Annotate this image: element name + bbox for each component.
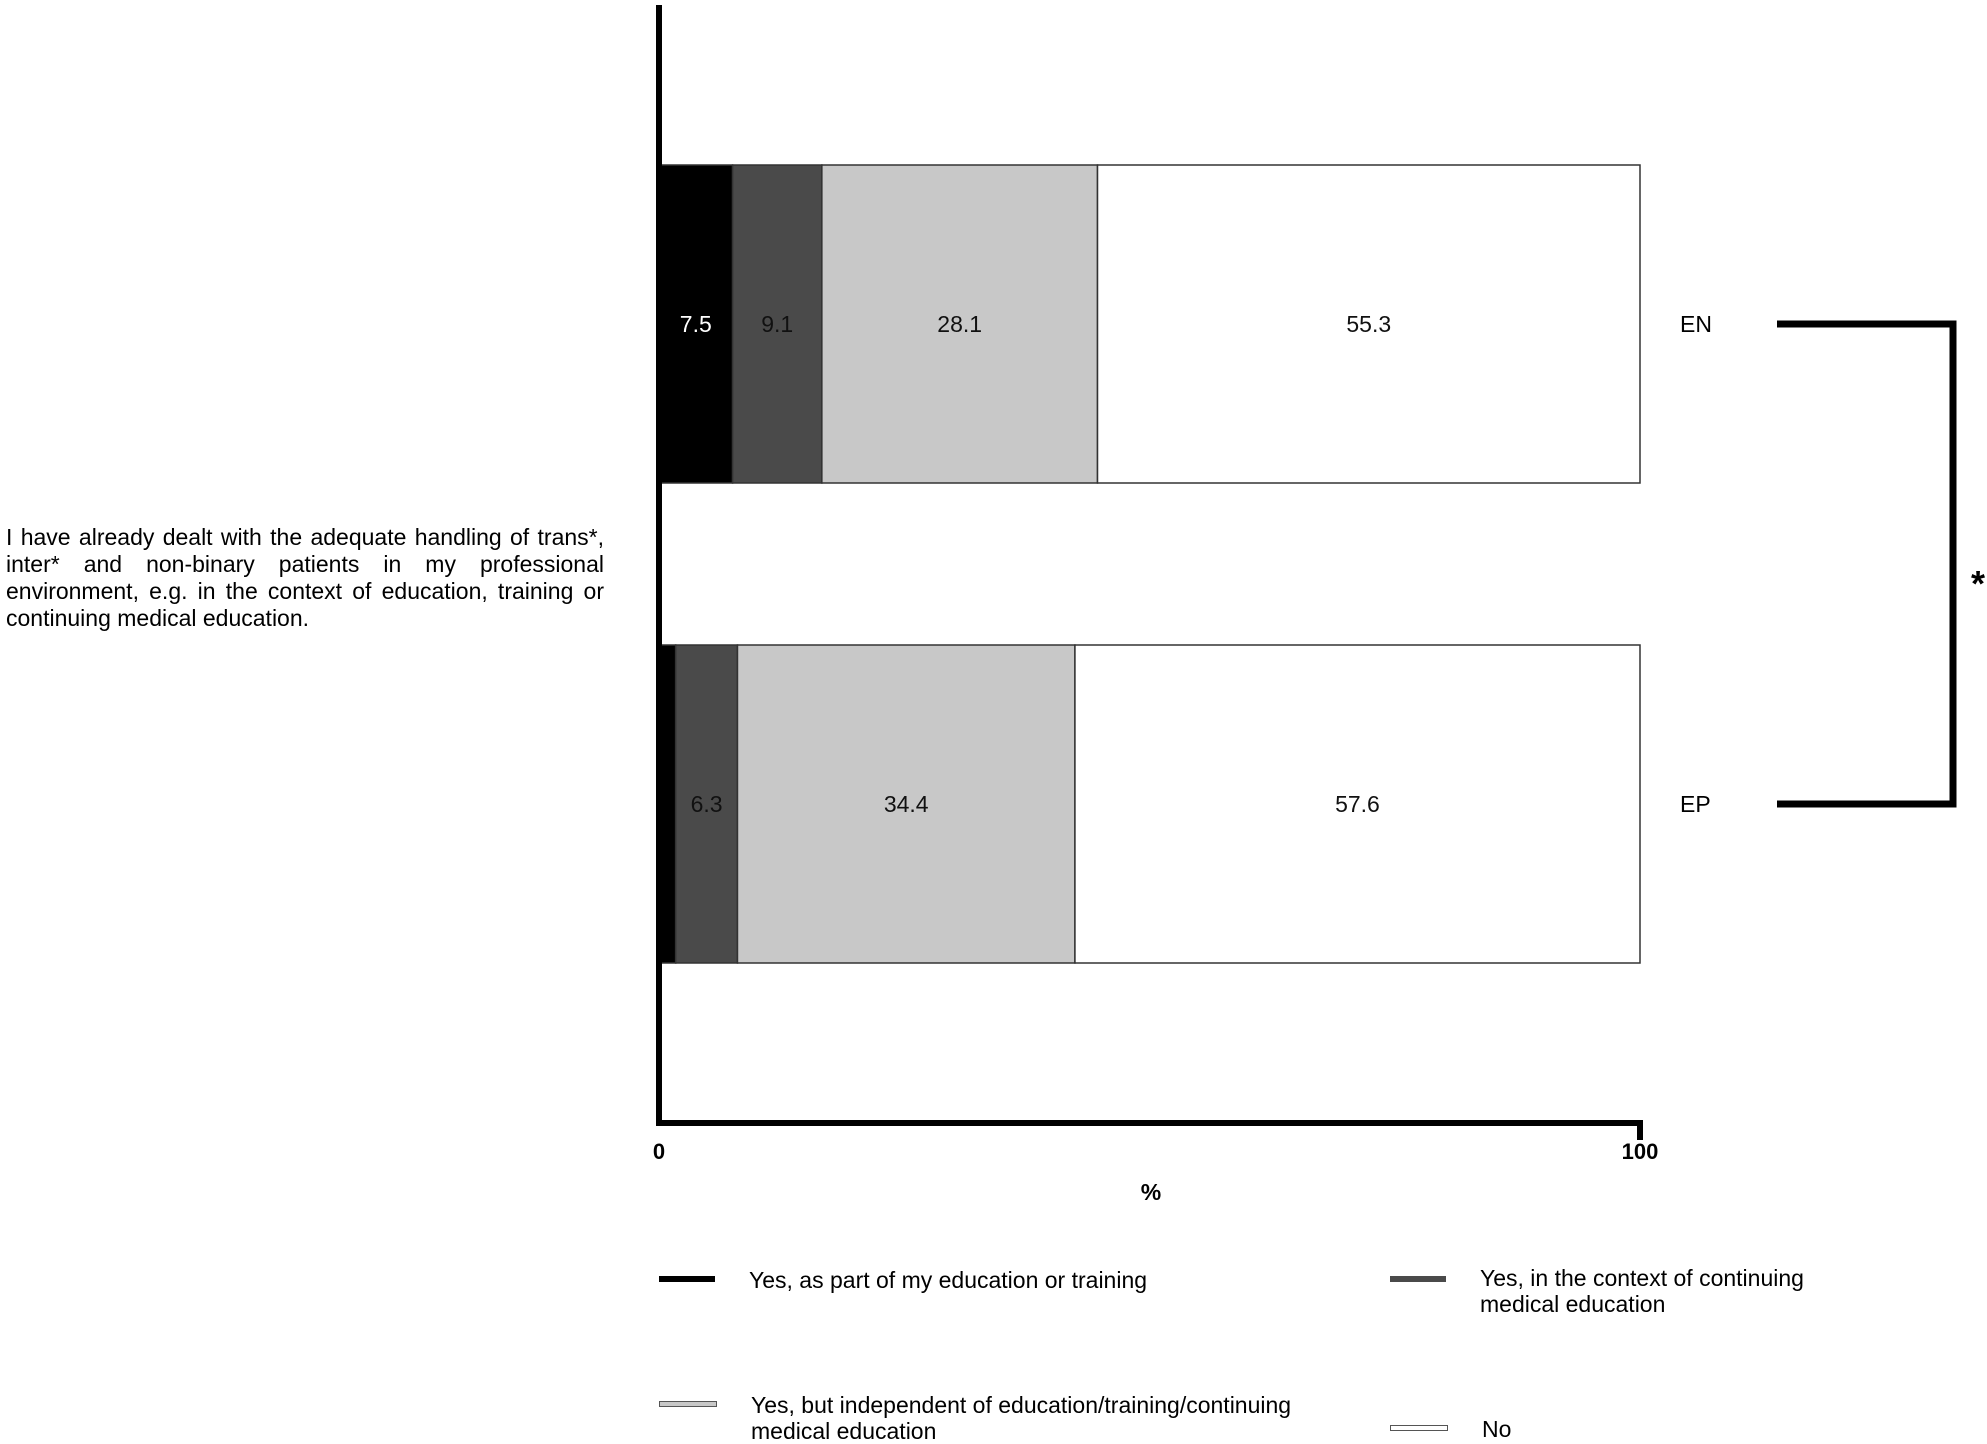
data-label-en-0: 7.5 bbox=[679, 311, 712, 337]
data-label-en-2: 28.1 bbox=[937, 311, 983, 337]
x-axis-label: % bbox=[1140, 1179, 1162, 1205]
legend-swatch-no bbox=[1390, 1425, 1448, 1431]
legend-item-continuing-education bbox=[1390, 1265, 1820, 1317]
data-label-ep-2: 34.4 bbox=[883, 791, 929, 817]
category-label-en: EN bbox=[1680, 311, 1712, 337]
legend-item-independent bbox=[659, 1392, 1331, 1444]
data-label-ep-1: 6.3 bbox=[690, 791, 723, 817]
legend-swatch-continuing-education bbox=[1390, 1276, 1446, 1282]
legend-label-education: Yes, as part of my education or training bbox=[749, 1267, 1148, 1293]
category-label-ep: EP bbox=[1680, 791, 1711, 817]
x-tick-label-0: 0 bbox=[652, 1139, 666, 1164]
legend-swatch-education bbox=[659, 1276, 715, 1282]
legend-item-education bbox=[659, 1267, 1147, 1293]
question-text: I have already dealt with the adequate handling of trans*, inter* and non-binary patients in my professional environment, e.g. in the context of education, training or continuing medical education. bbox=[6, 524, 604, 631]
data-label-ep-3: 57.6 bbox=[1335, 791, 1380, 817]
x-tick-label-100: 100 bbox=[1621, 1139, 1659, 1164]
legend-label-continuing-education: Yes, in the context of continuing medical education bbox=[1480, 1265, 1804, 1317]
legend-label-independent: Yes, but independent of education/training/continuing medical education bbox=[751, 1392, 1292, 1444]
legend-swatch-independent bbox=[659, 1401, 717, 1407]
data-label-en-3: 55.3 bbox=[1346, 311, 1392, 337]
data-label-en-1: 9.1 bbox=[761, 311, 794, 337]
legend-label-no: No bbox=[1482, 1416, 1512, 1442]
significance-bracket bbox=[1777, 324, 1953, 804]
legend-item-no bbox=[1390, 1416, 1511, 1442]
significance-marker: * bbox=[1970, 563, 1986, 604]
